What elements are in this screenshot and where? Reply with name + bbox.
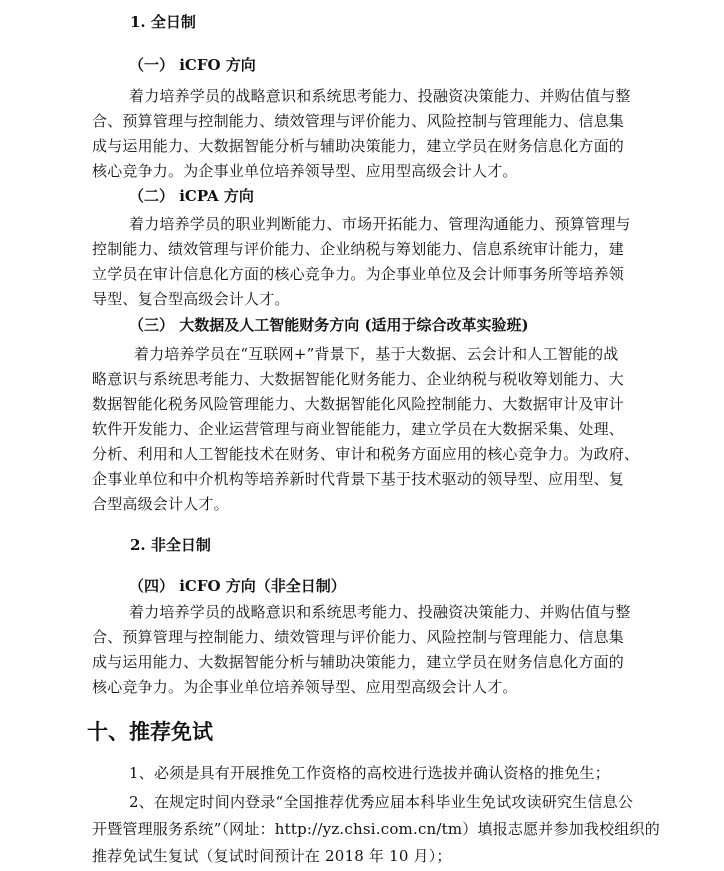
paragraph-line: 略意识与系统思考能力、大数据智能化财务能力、企业纳税与税收筹划能力、大 — [92, 370, 625, 388]
icpa-heading: （二） iCPA 方向 — [129, 187, 254, 205]
paragraph-line: 立学员在审计信息化方面的核心竞争力。为企事业单位及会计师事务所等培养领 — [92, 265, 625, 283]
paragraph-line: 着力培养学员的战略意识和系统思考能力、投融资决策能力、并购估值与整 — [129, 603, 631, 621]
paragraph-line: 合型高级会计人才。 — [92, 495, 229, 513]
fulltime-heading: 1. 全日制 — [130, 13, 196, 31]
paragraph-line: 开暨管理服务系统”（网址：http://yz.chsi.com.cn/tm）填报志愿并参加我校组织的 — [92, 820, 660, 838]
paragraph-line: 合、预算管理与控制能力、绩效管理与评价能力、风险控制与管理能力、信息集 — [92, 112, 625, 130]
paragraph-line: 2、在规定时间内登录“全国推荐优秀应届本科毕业生免试攻读研究生信息公 — [129, 793, 634, 811]
paragraph-line: 控制能力、绩效管理与评价能力、企业纳税与筹划能力、信息系统审计能力，建 — [92, 240, 625, 258]
paragraph-line: 着力培养学员的职业判断能力、市场开拓能力、管理沟通能力、预算管理与 — [129, 215, 631, 233]
paragraph-line: 软件开发能力、企业运营管理与商业智能能力，建立学员在大数据采集、处理、 — [92, 420, 625, 438]
icfo-parttime-heading: （四） iCFO 方向（非全日制） — [129, 577, 346, 595]
paragraph-line: 企事业单位和中介机构等培养新时代背景下基于技术驱动的领导型、应用型、复 — [92, 470, 625, 488]
paragraph-line: 着力培养学员在“互联网+”背景下，基于大数据、云会计和人工智能的战 — [134, 345, 619, 363]
paragraph-line: 推荐免试生复试（复试时间预计在 2018 年 10 月）； — [92, 847, 452, 865]
paragraph-line: 1、必须是具有开展推免工作资格的高校进行选拔并确认资格的推免生； — [129, 764, 610, 782]
paragraph-line: 核心竞争力。为企事业单位培养领导型、应用型高级会计人才。 — [92, 162, 518, 180]
paragraph-line: 着力培养学员的战略意识和系统思考能力、投融资决策能力、并购估值与整 — [129, 87, 631, 105]
chapter-heading: 十、推荐免试 — [87, 720, 213, 744]
icfo-heading: （一） iCFO 方向 — [129, 56, 256, 74]
paragraph-line: 核心竞争力。为企事业单位培养领导型、应用型高级会计人才。 — [92, 678, 518, 696]
paragraph-line: 分析、利用和人工智能技术在财务、审计和税务方面应用的核心竞争力。为政府、 — [92, 445, 640, 463]
paragraph-line: 导型、复合型高级会计人才。 — [92, 290, 290, 308]
parttime-heading: 2. 非全日制 — [130, 536, 211, 554]
paragraph-line: 成与运用能力、大数据智能分析与辅助决策能力，建立学员在财务信息化方面的 — [92, 653, 625, 671]
paragraph-line: 成与运用能力、大数据智能分析与辅助决策能力，建立学员在财务信息化方面的 — [92, 137, 625, 155]
bigdata-heading: （三） 大数据及人工智能财务方向 (适用于综合改革实验班) — [129, 316, 529, 334]
paragraph-line: 合、预算管理与控制能力、绩效管理与评价能力、风险控制与管理能力、信息集 — [92, 628, 625, 646]
paragraph-line: 数据智能化税务风险管理能力、大数据智能化风险控制能力、大数据审计及审计 — [92, 395, 625, 413]
